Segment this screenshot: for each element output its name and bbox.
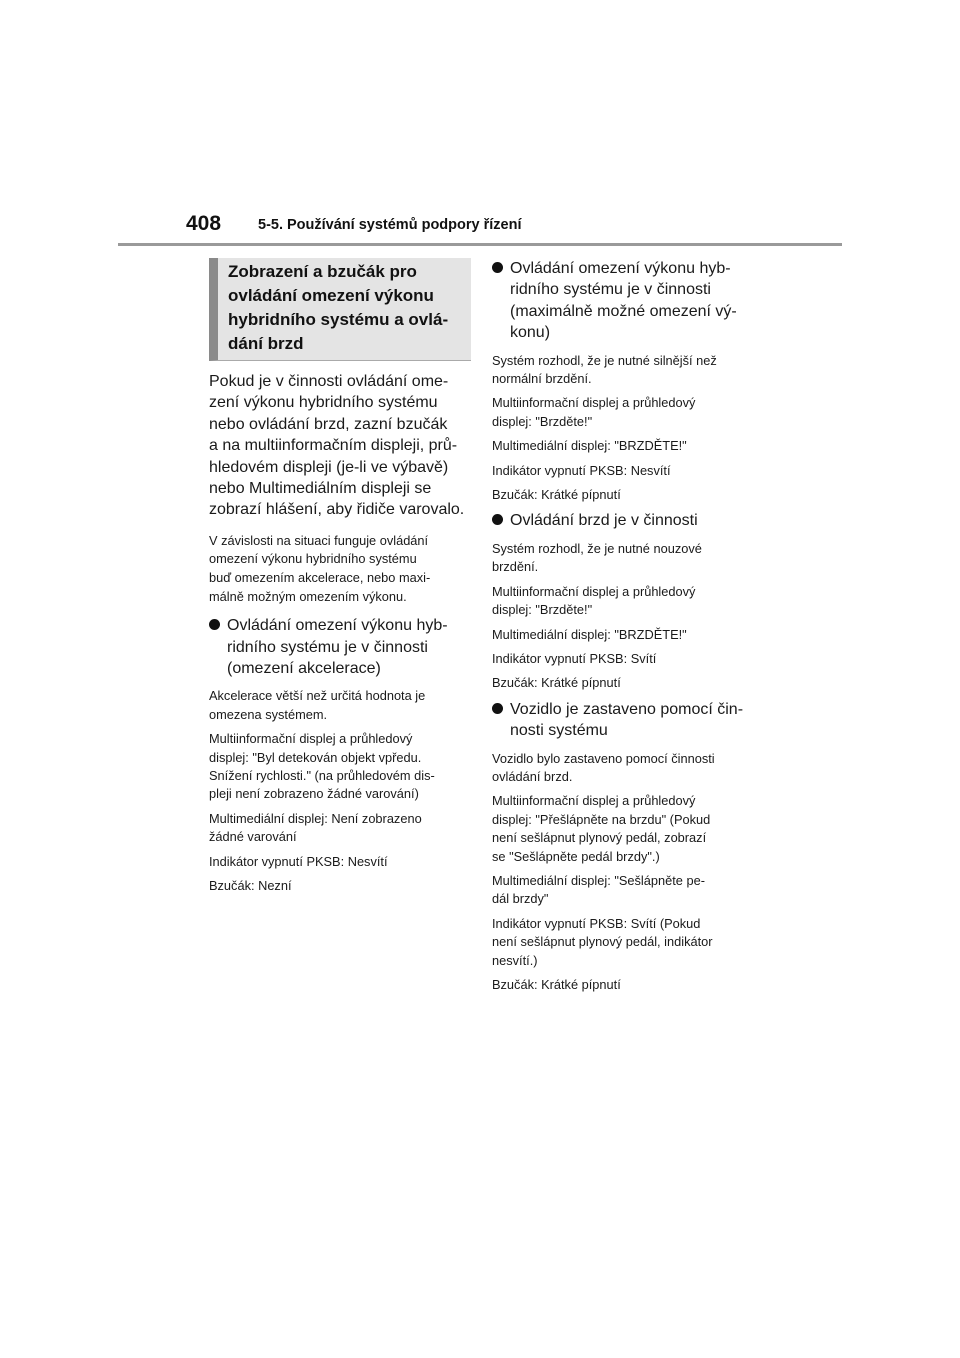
text-line: Indikátor vypnutí PKSB: Svítí (Pokud <box>492 915 701 931</box>
bullet-dot-icon <box>492 514 503 525</box>
buzzer-state <box>209 877 471 895</box>
text-line: displej: "Brzděte!" <box>492 413 593 429</box>
heading-line: hybridního systému a ovlá- <box>228 310 449 329</box>
bullet-title <box>492 258 752 344</box>
intro-line: zení výkonu hybridního systému <box>209 394 438 412</box>
right-column <box>492 258 752 1000</box>
section-heading <box>209 258 471 361</box>
pksb-indicator <box>492 650 752 668</box>
bullet-title-line: (omezení akcelerace) <box>227 660 381 678</box>
text-line: Systém rozhodl, že je nutné nouzové <box>492 540 702 556</box>
note-line: málně možným omezením výkonu. <box>209 588 407 604</box>
display-message <box>492 394 752 431</box>
description <box>209 687 471 724</box>
text-line: není sešlápnut plynový pedál, indikátor <box>492 934 713 950</box>
text-line: omezena systémem. <box>209 706 328 722</box>
display-message <box>209 730 471 804</box>
text-line: normální brzdění. <box>492 371 592 387</box>
bullet-title-line: ridního systému je v činnosti <box>510 281 711 299</box>
pksb-indicator <box>492 915 752 970</box>
text-line: displej: "Brzděte!" <box>492 602 593 618</box>
note-line: V závislosti na situaci funguje ovládání <box>209 532 429 548</box>
text-line: Multiinformační displej a průhledový <box>492 395 696 411</box>
text-line: Bzučák: Krátké pípnutí <box>492 977 621 992</box>
buzzer-state <box>492 976 752 994</box>
text-line: Indikátor vypnutí PKSB: Svítí <box>492 650 657 666</box>
buzzer-state <box>492 486 752 504</box>
text-line: Snížení rychlosti." (na průhledovém dis- <box>209 768 435 784</box>
multimedia-message <box>492 437 752 455</box>
note-line: buď omezením akcelerace, nebo maxi- <box>209 570 431 586</box>
heading-line: dání brzd <box>228 334 304 353</box>
text-line: Multiinformační displej a průhledový <box>492 583 696 599</box>
bullet-acceleration-limit <box>209 615 471 679</box>
text-line: Multimediální displej: Není zobrazeno <box>209 810 422 826</box>
text-line: Multiinformační displej a průhledový <box>492 793 696 809</box>
note-line: omezení výkonu hybridního systému <box>209 551 417 567</box>
bullet-title-line: Vozidlo je zastaveno pomocí čin- <box>510 700 744 718</box>
bullet-title <box>209 615 471 679</box>
text-line: Indikátor vypnutí PKSB: Nesvítí <box>209 853 388 869</box>
text-line: dál brzdy" <box>492 891 549 907</box>
bullet-vehicle-stopped <box>492 699 752 742</box>
bullet-brake-control <box>492 510 752 531</box>
text-line: není sešlápnut plynový pedál, zobrazí <box>492 830 707 846</box>
intro-line: hledovém displeji (je-li ve výbavě) <box>209 458 449 476</box>
text-line: Multimediální displej: "Sešlápněte pe- <box>492 872 705 888</box>
text-line: Multiinformační displej a průhledový <box>209 731 413 747</box>
bullet-dot-icon <box>492 262 503 273</box>
bullet-title-line: ridního systému je v činnosti <box>227 638 428 656</box>
text-line: Multimediální displej: "BRZDĚTE!" <box>492 438 687 454</box>
heading-line: Zobrazení a bzučák pro <box>228 262 417 281</box>
bullet-dot-icon <box>209 619 220 630</box>
text-line: se "Sešlápněte pedál brzdy".) <box>492 848 660 864</box>
intro-line: zobrazí hlášení, aby řidiče varovalo. <box>209 501 465 519</box>
text-line: Systém rozhodl, že je nutné silnější než <box>492 352 717 368</box>
intro-paragraph <box>209 371 471 521</box>
text-line: Bzučák: Krátké pípnutí <box>492 487 621 503</box>
text-line: Indikátor vypnutí PKSB: Nesvítí <box>492 462 671 478</box>
intro-line: a na multiinformačním displeji, prů- <box>209 437 458 455</box>
bullet-title-line: nosti systému <box>510 722 608 740</box>
multimedia-message <box>492 626 752 644</box>
header-rule <box>118 243 842 246</box>
heading-line: ovládání omezení výkonu <box>228 286 434 305</box>
text-line: Vozidlo bylo zastaveno pomocí činnosti <box>492 750 715 766</box>
multimedia-message <box>492 872 752 909</box>
pksb-indicator <box>492 462 752 480</box>
section-title: 5-5. Používání systémů podpory řízení <box>258 217 522 233</box>
text-line: žádné varování <box>209 829 297 845</box>
intro-line: nebo Multimediálním displeji se <box>209 480 432 498</box>
multimedia-message <box>209 810 471 847</box>
buzzer-state <box>492 674 752 692</box>
text-line: ovládání brzd. <box>492 768 573 784</box>
bullet-title-line: Ovládání omezení výkonu hyb- <box>227 617 448 635</box>
text-line: Multimediální displej: "BRZDĚTE!" <box>492 626 687 642</box>
bullet-title-line: Ovládání brzd je v činnosti <box>510 512 698 530</box>
text-line: Bzučák: Nezní <box>209 878 292 894</box>
display-message <box>492 792 752 866</box>
left-column <box>209 258 471 902</box>
bullet-title <box>492 699 752 742</box>
text-line: Akcelerace větší než určitá hodnota je <box>209 688 426 704</box>
intro-line: Pokud je v činnosti ovládání ome- <box>209 373 449 390</box>
bullet-title-line: konu) <box>510 324 551 342</box>
description <box>492 540 752 577</box>
description <box>492 750 752 787</box>
bullet-title-line: Ovládání omezení výkonu hyb- <box>510 260 731 277</box>
text-line: brzdění. <box>492 559 539 575</box>
text-line: displej: "Přešlápněte na brzdu" (Pokud <box>492 811 711 827</box>
text-line: pleji není zobrazeno žádné varování) <box>209 786 419 802</box>
text-line: nesvítí.) <box>492 952 538 968</box>
text-line: displej: "Byl detekován objekt vpředu. <box>209 749 422 765</box>
page-number: 408 <box>186 212 222 235</box>
bullet-dot-icon <box>492 703 503 714</box>
bullet-max-power-limit <box>492 258 752 344</box>
bullet-title-line: (maximálně možné omezení vý- <box>510 302 737 320</box>
intro-line: nebo ovládání brzd, zazní bzučák <box>209 415 448 433</box>
display-message <box>492 583 752 620</box>
description <box>492 352 752 389</box>
bullet-title <box>492 510 752 531</box>
note-paragraph <box>209 532 471 606</box>
text-line: Bzučák: Krátké pípnutí <box>492 675 621 691</box>
pksb-indicator <box>209 853 471 871</box>
